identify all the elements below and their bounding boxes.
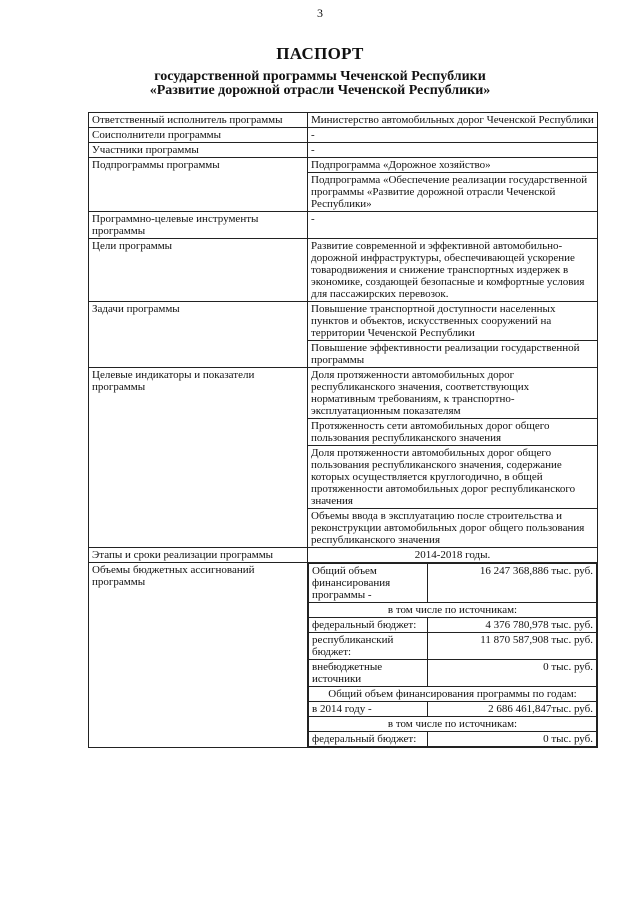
row-participants	[89, 143, 598, 158]
budget-federal-2014-label: федеральный бюджет:	[309, 732, 428, 747]
budget-extra-value: 0 тыс. руб.	[428, 660, 597, 687]
row-coexecutors	[89, 128, 598, 143]
budget-2014-value: 2 686 461,847тыс. руб.	[428, 702, 597, 717]
value-instruments: -	[308, 212, 598, 239]
row-indicators-1	[89, 368, 598, 419]
budget-extra-label: внебюджетные источники	[309, 660, 428, 687]
value-executor: Министерство автомобильных дорог Чеченской Республики	[308, 113, 598, 128]
value-task-2: Повышение эффективности реализации государственной программы	[308, 341, 598, 368]
label-executor: Ответственный исполнитель программы	[89, 113, 308, 128]
document-title: ПАСПОРТ	[276, 44, 364, 63]
budget-federal-value: 4 376 780,978 тыс. руб.	[428, 618, 597, 633]
row-tasks-1	[89, 302, 598, 341]
value-indicator-1: Доля протяженности автомобильных дорог республиканского значения, соответствующих нормативным требованиям, к транспортно-эксплуатационным показателям	[308, 368, 598, 419]
row-stages	[89, 548, 598, 563]
page-number: 3	[317, 6, 323, 20]
value-participants: -	[308, 143, 598, 158]
label-instruments: Программно-целевые инструменты программы	[89, 212, 308, 239]
label-goals: Цели программы	[89, 239, 308, 302]
value-subprogram-2: Подпрограмма «Обеспечение реализации государственной программы «Развитие дорожной отрасли Чеченской Республики»	[308, 173, 598, 212]
value-indicator-3: Доля протяженности автомобильных дорог общего пользования республиканского значения, содержание которых осуществляется круглогодично, в общей протяженности автомобильных дорог республиканского значения	[308, 446, 598, 509]
value-task-1: Повышение транспортной доступности населенных пунктов и объектов, искусственных сооружений на территории Чеченской Республики	[308, 302, 598, 341]
budget-republic-label: республиканский бюджет:	[309, 633, 428, 660]
value-indicator-2: Протяженность сети автомобильных дорог общего пользования республиканского значения	[308, 419, 598, 446]
budget-total-label: Общий объем финансирования программы -	[309, 564, 428, 603]
label-stages: Этапы и сроки реализации программы	[89, 548, 308, 563]
budget-by-years-header: Общий объем финансирования программы по годам:	[309, 687, 597, 702]
budget-federal-label: федеральный бюджет:	[309, 618, 428, 633]
row-goals	[89, 239, 598, 302]
budget-republic-value: 11 870 587,908 тыс. руб.	[428, 633, 597, 660]
row-budget	[89, 563, 598, 748]
budget-sources-header: в том числе по источникам:	[309, 603, 597, 618]
document-subtitle	[0, 70, 640, 98]
row-subprograms-1	[89, 158, 598, 173]
passport-table	[88, 112, 598, 748]
budget-sources-header-2: в том числе по источникам:	[309, 717, 597, 732]
budget-2014-label: в 2014 году -	[309, 702, 428, 717]
budget-total-value: 16 247 368,886 тыс. руб.	[428, 564, 597, 603]
row-instruments	[89, 212, 598, 239]
value-goals: Развитие современной и эффективной автомобильно-дорожной инфраструктуры, обеспечивающей ускорение товародвижения и снижение транспортных издержек в экономике, создающей безопасные и комфортные условия для пассажирских перевозок.	[308, 239, 598, 302]
subtitle-line-1: государственной программы Чеченской Республики	[154, 69, 486, 84]
label-indicators: Целевые индикаторы и показатели программы	[89, 368, 308, 548]
label-coexecutors: Соисполнители программы	[89, 128, 308, 143]
value-subprogram-1: Подпрограмма «Дорожное хозяйство»	[308, 158, 598, 173]
value-stages: 2014-2018 годы.	[308, 548, 598, 563]
budget-federal-2014-value: 0 тыс. руб.	[428, 732, 597, 747]
value-indicator-4: Объемы ввода в эксплуатацию после строительства и реконструкции автомобильных дорог общего пользования республиканского значения	[308, 509, 598, 548]
label-participants: Участники программы	[89, 143, 308, 158]
value-coexecutors: -	[308, 128, 598, 143]
row-executor	[89, 113, 598, 128]
subtitle-line-2: «Развитие дорожной отрасли Чеченской Республики»	[149, 83, 491, 98]
budget-table	[308, 563, 597, 747]
label-subprograms: Подпрограммы программы	[89, 158, 308, 212]
budget-cell	[308, 563, 598, 748]
label-tasks: Задачи программы	[89, 302, 308, 368]
label-budget: Объемы бюджетных ассигнований программы	[89, 563, 308, 748]
